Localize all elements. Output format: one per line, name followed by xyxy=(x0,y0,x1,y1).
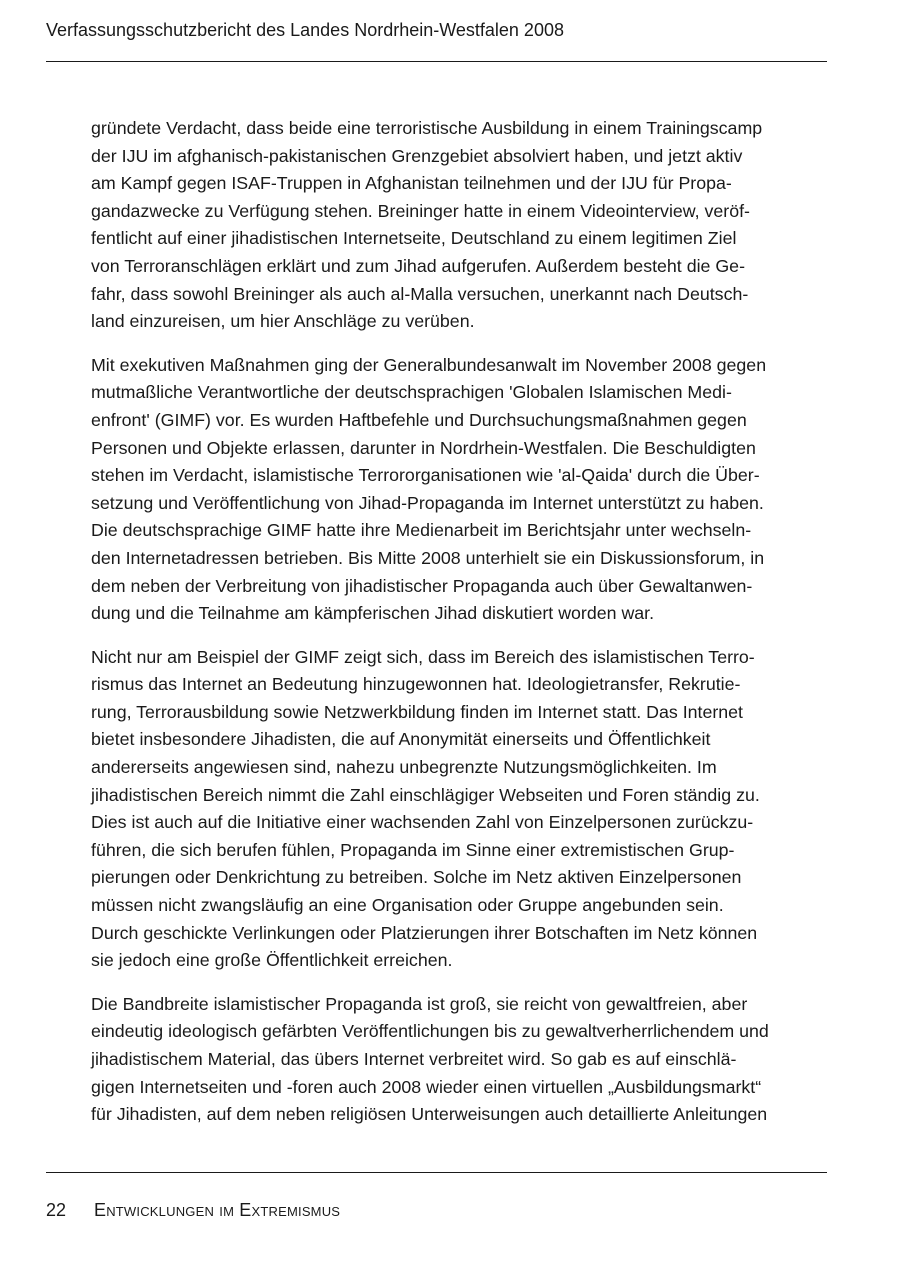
text-line: dem neben der Verbreitung von jihadistischer Propaganda auch über Gewaltanwen- xyxy=(91,575,753,596)
text-line: gigen Internetseiten und -foren auch 2008 wieder einen virtuellen „Ausbildungsmarkt“ xyxy=(91,1076,762,1097)
paragraph xyxy=(91,115,829,336)
text-line: von Terroranschlägen erklärt und zum Jihad aufgerufen. Außerdem besteht die Ge- xyxy=(91,255,745,276)
text-line: Durch geschickte Verlinkungen oder Platzierungen ihrer Botschaften im Netz können xyxy=(91,922,758,943)
text-line: gandazwecke zu Verfügung stehen. Breininger hatte in einem Videointerview, veröf- xyxy=(91,200,750,221)
text-line: stehen im Verdacht, islamistische Terrororganisationen wie 'al-Qaida' durch die Über- xyxy=(91,465,760,486)
text-line: Nicht nur am Beispiel der GIMF zeigt sich, dass im Bereich des islamistischen Terro- xyxy=(91,646,755,667)
body-text xyxy=(91,115,829,1145)
page-header xyxy=(46,18,827,42)
text-line: jihadistischen Bereich nimmt die Zahl einschlägiger Webseiten und Foren ständig zu. xyxy=(91,784,760,805)
footer-divider xyxy=(46,1172,827,1173)
text-line: Mit exekutiven Maßnahmen ging der Generalbundesanwalt im November 2008 gegen xyxy=(91,354,767,375)
text-line: der IJU im afghanisch-pakistanischen Grenzgebiet absolviert haben, und jetzt aktiv xyxy=(91,145,743,166)
page-footer xyxy=(46,1196,827,1226)
paragraph xyxy=(91,991,829,1129)
text-line: pierungen oder Denkrichtung zu betreiben. Solche im Netz aktiven Einzelpersonen xyxy=(91,867,742,888)
text-line: Dies ist auch auf die Initiative einer wachsenden Zahl von Einzelpersonen zurückzu- xyxy=(91,812,754,833)
text-line: bietet insbesondere Jihadisten, die auf Anonymität einerseits und Öffentlichkeit xyxy=(91,729,711,750)
text-line: am Kampf gegen ISAF-Truppen in Afghanistan teilnehmen und der IJU für Propa- xyxy=(91,173,732,194)
section-title: Entwicklungen im Extremismus xyxy=(94,1200,341,1220)
text-line: eindeutig ideologisch gefärbten Veröffentlichungen bis zu gewaltverherrlichendem und xyxy=(91,1021,769,1042)
page-number: 22 xyxy=(46,1200,67,1220)
text-line: den Internetadressen betrieben. Bis Mitte 2008 unterhielt sie ein Diskussionsforum, in xyxy=(91,547,765,568)
text-line: müssen nicht zwangsläufig an eine Organisation oder Gruppe angebunden sein. xyxy=(91,895,724,916)
text-line: sie jedoch eine große Öffentlichkeit erreichen. xyxy=(91,950,453,971)
text-line: jihadistischem Material, das übers Internet verbreitet wird. So gab es auf einschlä- xyxy=(91,1049,737,1069)
text-line: Personen und Objekte erlassen, darunter in Nordrhein-Westfalen. Die Beschuldigten xyxy=(91,437,756,458)
text-line: land einzureisen, um hier Anschläge zu verüben. xyxy=(91,311,475,332)
paragraph xyxy=(91,644,829,975)
text-line: setzung und Veröffentlichung von Jihad-Propaganda im Internet unterstützt zu haben. xyxy=(91,492,764,513)
text-line: enfront' (GIMF) vor. Es wurden Haftbefehle und Durchsuchungsmaßnahmen gegen xyxy=(91,409,747,430)
text-line: führen, die sich berufen fühlen, Propaganda im Sinne einer extremistischen Grup- xyxy=(91,839,735,860)
text-line: dung und die Teilnahme am kämpferischen Jihad diskutiert worden war. xyxy=(91,603,655,624)
text-line: rismus das Internet an Bedeutung hinzugewonnen hat. Ideologietransfer, Rekrutie- xyxy=(91,674,741,695)
header-divider xyxy=(46,61,827,62)
text-line: fahr, dass sowohl Breininger als auch al-Malla versuchen, unerkannt nach Deutsch- xyxy=(91,283,749,304)
text-line: Die Bandbreite islamistischer Propaganda ist groß, sie reicht von gewaltfreien, aber xyxy=(91,993,748,1014)
text-line: gründete Verdacht, dass beide eine terroristische Ausbildung in einem Trainingscamp xyxy=(91,118,763,138)
text-line: mutmaßliche Verantwortliche der deutschsprachigen 'Globalen Islamischen Medi- xyxy=(91,382,732,403)
text-line: fentlicht auf einer jihadistischen Internetseite, Deutschland zu einem legitimen Ziel xyxy=(91,228,737,249)
text-line: Die deutschsprachige GIMF hatte ihre Medienarbeit im Berichtsjahr unter wechseln- xyxy=(91,520,752,541)
text-line: für Jihadisten, auf dem neben religiösen Unterweisungen auch detaillierte Anleitungen xyxy=(91,1104,768,1125)
text-line: rung, Terrorausbildung sowie Netzwerkbildung finden im Internet statt. Das Internet xyxy=(91,701,743,722)
text-line: andererseits angewiesen sind, nahezu unbegrenzte Nutzungsmöglichkeiten. Im xyxy=(91,757,717,778)
paragraph xyxy=(91,352,829,628)
report-title: Verfassungsschutzbericht des Landes Nordrhein-Westfalen 2008 xyxy=(46,20,564,40)
